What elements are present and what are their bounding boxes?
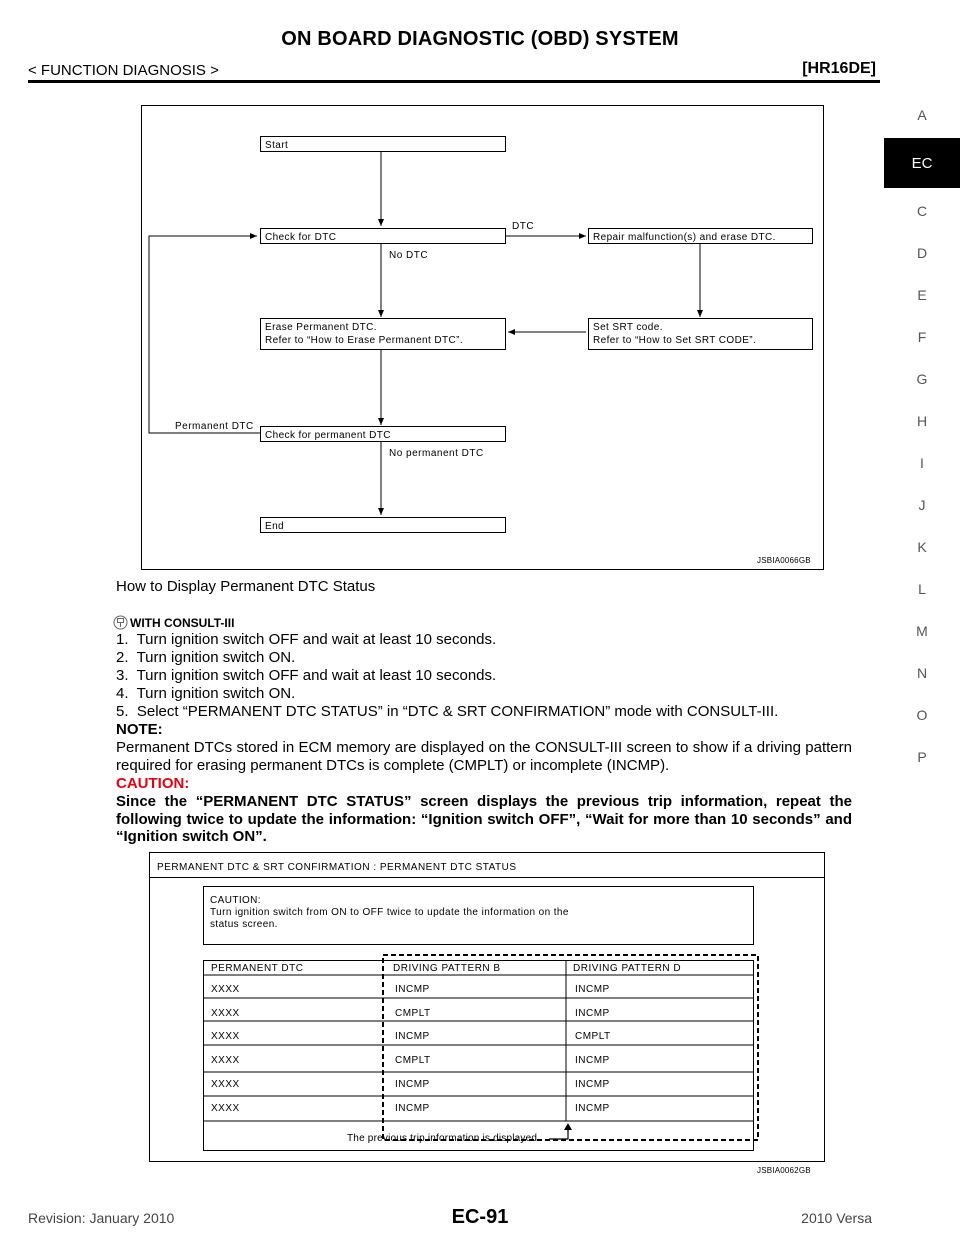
flow-start-box: Start — [260, 136, 506, 152]
screen-caution-line3: status screen. — [210, 919, 278, 930]
flow-no-permanent-label: No permanent DTC — [389, 448, 484, 459]
flow-erase-line2: Refer to “How to Erase Permanent DTC”. — [265, 335, 464, 346]
step-1: 1. Turn ignition switch OFF and wait at least 10 seconds. — [116, 631, 497, 648]
screen-figure-code: JSBIA0062GB — [757, 1166, 811, 1175]
index-tab-e[interactable]: E — [917, 287, 927, 303]
flow-check-permanent-box: Check for permanent DTC — [260, 426, 506, 442]
index-tab-i[interactable]: I — [920, 455, 924, 471]
index-tab-h[interactable]: H — [916, 413, 928, 429]
row-1-pattern-b: INCMP — [395, 984, 430, 995]
index-tab-n[interactable]: N — [916, 665, 928, 681]
col-header-pattern-d: DRIVING PATTERN D — [573, 963, 682, 974]
highlight-dashed-box — [383, 955, 758, 1140]
flow-dtc-label: DTC — [512, 221, 535, 232]
index-tab-c[interactable]: C — [916, 203, 928, 219]
row-2-pattern-d: INCMP — [575, 1008, 610, 1019]
index-tab-k[interactable]: K — [917, 539, 927, 555]
row-3-pattern-b: INCMP — [395, 1031, 430, 1042]
footer-pointer-line — [549, 1125, 568, 1139]
step-5: 5. Select “PERMANENT DTC STATUS” in “DTC & SRT CONFIRMATION” mode with CONSULT-III. — [116, 703, 779, 720]
flow-end-box: End — [260, 517, 506, 533]
row-5-pattern-b: INCMP — [395, 1079, 430, 1090]
flow-erase-line1: Erase Permanent DTC. — [265, 322, 377, 333]
screen-caution-line2: Turn ignition switch from ON to OFF twice to update the information on the — [210, 907, 569, 918]
row-2-pattern-b: CMPLT — [395, 1008, 431, 1019]
index-tab-o[interactable]: O — [916, 707, 928, 723]
footer-pointer-arrowhead — [564, 1123, 572, 1130]
index-tab-m[interactable]: M — [916, 623, 928, 639]
index-tab-f[interactable]: F — [917, 329, 927, 345]
step-4: 4. Turn ignition switch ON. — [116, 685, 296, 702]
row-6-dtc: XXXX — [211, 1103, 240, 1114]
flow-repair-box: Repair malfunction(s) and erase DTC. — [588, 228, 813, 244]
index-tab-ec[interactable]: EC — [884, 138, 960, 188]
with-consult-label: WITH CONSULT-III — [130, 615, 235, 630]
row-1-pattern-d: INCMP — [575, 984, 610, 995]
note-text: Permanent DTCs stored in ECM memory are displayed on the CONSULT-III screen to show if a driving pattern required for erasing permanent DTCs is complete (CMPLT) or incomplete (INCMP). — [116, 739, 852, 774]
row-6-pattern-d: INCMP — [575, 1103, 610, 1114]
row-2-dtc: XXXX — [211, 1008, 240, 1019]
index-tab-j[interactable]: J — [918, 497, 926, 513]
index-tab-g[interactable]: G — [916, 371, 928, 387]
row-3-pattern-d: CMPLT — [575, 1031, 611, 1042]
footer-page-number: EC-91 — [451, 1206, 509, 1228]
section-heading: How to Display Permanent DTC Status — [116, 578, 376, 595]
note-label: NOTE: — [116, 721, 163, 738]
screen-footer-note: The previous trip information is displayed. — [347, 1133, 541, 1144]
screen-title: PERMANENT DTC & SRT CONFIRMATION : PERMANENT DTC STATUS — [157, 862, 517, 873]
row-5-pattern-d: INCMP — [575, 1079, 610, 1090]
index-tab-l[interactable]: L — [918, 581, 926, 597]
section-subtitle: < FUNCTION DIAGNOSIS > — [28, 62, 219, 79]
flow-no-dtc-label: No DTC — [389, 250, 429, 261]
index-tab-a[interactable]: A — [917, 107, 927, 123]
caution-text: Since the “PERMANENT DTC STATUS” screen displays the previous trip information, repeat the following twice to update the information: “Ignition switch OFF”, “Wait for more than 10 seconds” and “Ignition switch ON”. — [116, 793, 852, 845]
flow-srt-line1: Set SRT code. — [593, 322, 663, 333]
index-tab-p[interactable]: P — [917, 749, 927, 765]
flow-check-dtc-box: Check for DTC — [260, 228, 506, 244]
caution-label: CAUTION: — [116, 775, 190, 792]
flow-srt-line2: Refer to “How to Set SRT CODE”. — [593, 335, 757, 346]
index-tab-d[interactable]: D — [916, 245, 928, 261]
col-header-pattern-b: DRIVING PATTERN B — [393, 963, 501, 974]
row-1-dtc: XXXX — [211, 984, 240, 995]
flow-permanent-dtc-label: Permanent DTC — [175, 421, 254, 432]
row-5-dtc: XXXX — [211, 1079, 240, 1090]
footer-revision: Revision: January 2010 — [28, 1210, 175, 1226]
row-6-pattern-b: INCMP — [395, 1103, 430, 1114]
flowchart-code: JSBIA0066GB — [757, 556, 811, 565]
step-3: 3. Turn ignition switch OFF and wait at least 10 seconds. — [116, 667, 497, 684]
footer-model: 2010 Versa — [801, 1210, 872, 1226]
step-2: 2. Turn ignition switch ON. — [116, 649, 296, 666]
col-header-permanent-dtc: PERMANENT DTC — [211, 963, 304, 974]
row-3-dtc: XXXX — [211, 1031, 240, 1042]
screen-caution-line1: CAUTION: — [210, 895, 261, 906]
page-title: ON BOARD DIAGNOSTIC (OBD) SYSTEM — [281, 28, 679, 50]
row-4-pattern-d: INCMP — [575, 1055, 610, 1066]
row-4-pattern-b: CMPLT — [395, 1055, 431, 1066]
engine-code: [HR16DE] — [802, 60, 876, 77]
row-4-dtc: XXXX — [211, 1055, 240, 1066]
